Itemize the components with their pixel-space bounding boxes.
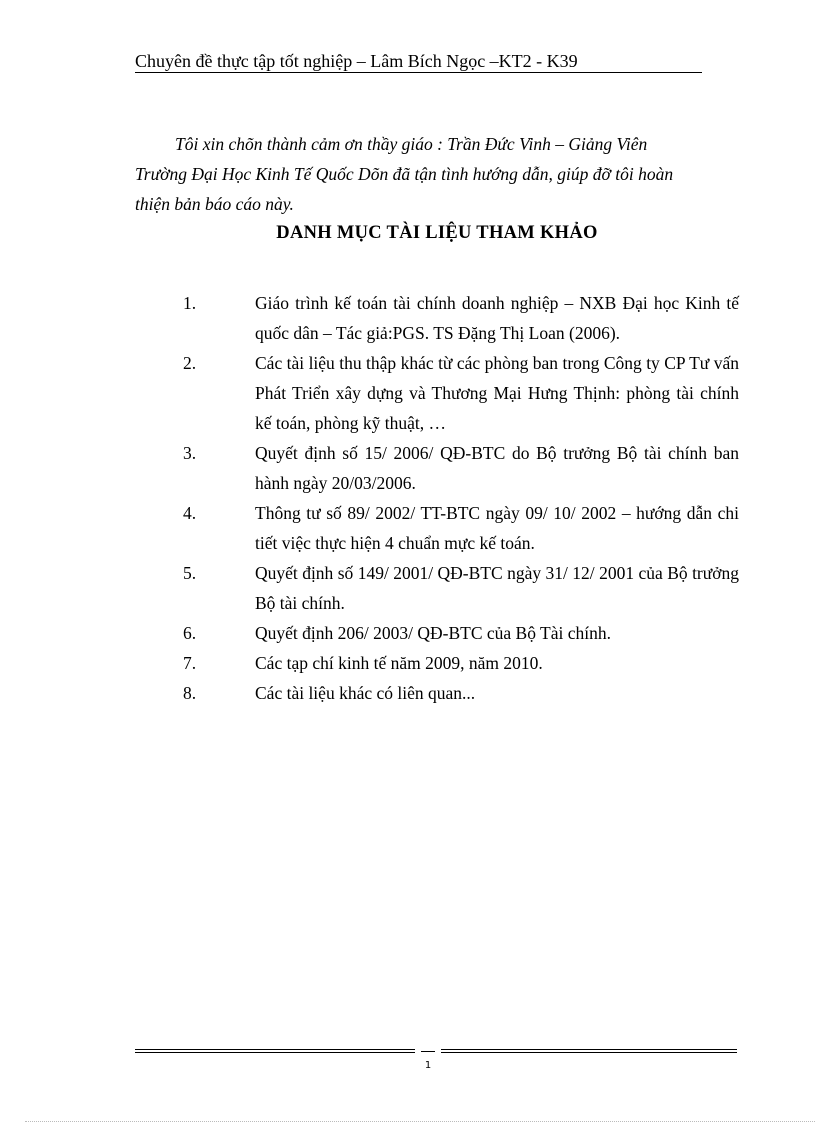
reference-item	[0, 558, 816, 618]
reference-number: 6.	[183, 623, 197, 643]
references-title: DANH MỤC TÀI LIỆU THAM KHẢO	[276, 223, 598, 243]
reference-item	[0, 678, 816, 708]
reference-item	[0, 438, 816, 498]
reference-text: Quyết định số 149/ 2001/ QĐ-BTC ngày 31/ 12/ 2001 của Bộ trưởng Bộ tài chính.	[255, 563, 739, 613]
reference-item	[0, 498, 816, 558]
reference-text: Các tài liệu thu thập khác từ các phòng ban trong Công ty CP Tư vấn Phát Triển xây dựng và Thương Mại Hưng Thịnh: phòng tài chính kế toán, phòng kỹ thuật, …	[255, 353, 739, 433]
page-header: Chuyên đề thực tập tốt nghiệp – Lâm Bích Ngọc –KT2 - K39	[135, 51, 578, 71]
reference-number: 4.	[183, 503, 197, 523]
reference-text: Các tài liệu khác có liên quan...	[255, 683, 476, 703]
reference-number: 7.	[183, 653, 197, 673]
footer-divider-left	[135, 1049, 415, 1053]
references-list	[0, 288, 816, 708]
footer-divider-right	[441, 1049, 737, 1053]
acknowledgement-line: Tôi xin chõn thành cảm ơn thầy giáo : Trần Đức Vinh – Giảng Viên	[175, 134, 648, 154]
reference-number: 1.	[183, 293, 197, 313]
reference-item	[0, 288, 816, 348]
page-number: 1	[424, 1060, 432, 1071]
header-divider	[135, 72, 702, 73]
reference-text: Các tạp chí kinh tế năm 2009, năm 2010.	[255, 653, 543, 673]
reference-text: Thông tư số 89/ 2002/ TT-BTC ngày 09/ 10/ 2002 – hướng dẫn chi tiết việc thực hiện 4 chuẩn mực kế toán.	[255, 503, 739, 553]
acknowledgement-paragraph	[135, 129, 739, 219]
reference-number: 8.	[183, 683, 197, 703]
reference-number: 2.	[183, 353, 197, 373]
reference-item	[0, 618, 816, 648]
reference-text: Giáo trình kế toán tài chính doanh nghiệp – NXB Đại học Kinh tế quốc dân – Tác giả:PGS. TS Đặng Thị Loan (2006).	[255, 293, 739, 343]
reference-item	[0, 348, 816, 438]
acknowledgement-line: Trường Đại Học Kinh Tế Quốc Dõn đã tận tình hướng dẫn, giúp đỡ tôi hoàn	[135, 164, 674, 184]
reference-text: Quyết định 206/ 2003/ QĐ-BTC của Bộ Tài chính.	[255, 623, 611, 643]
reference-item	[0, 648, 816, 678]
footer-divider-gap	[421, 1051, 435, 1052]
reference-number: 5.	[183, 563, 197, 583]
reference-text: Quyết định số 15/ 2006/ QĐ-BTC do Bộ trưởng Bộ tài chính ban hành ngày 20/03/2006.	[255, 443, 739, 493]
page-bottom-edge	[25, 1121, 815, 1122]
reference-number: 3.	[183, 443, 197, 463]
acknowledgement-line: thiện bản báo cáo này.	[135, 194, 294, 214]
